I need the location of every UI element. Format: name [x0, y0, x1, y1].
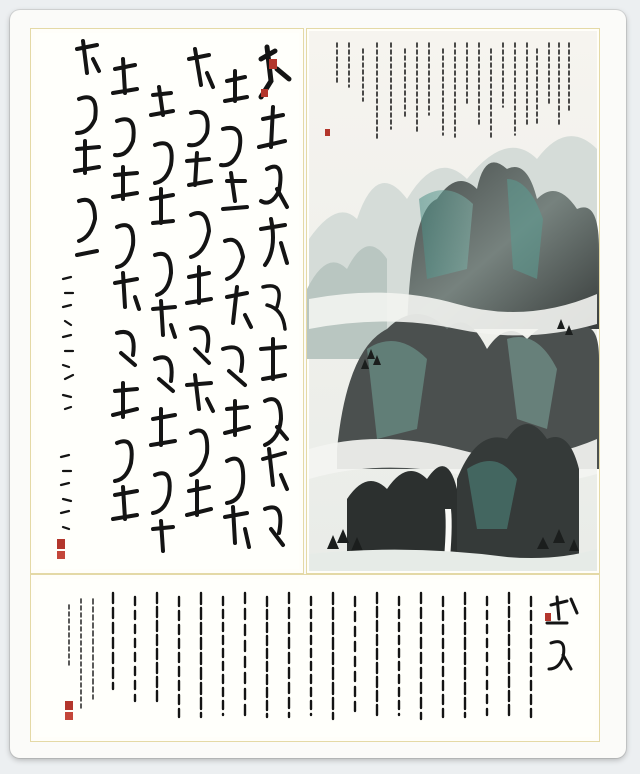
- seal-bottom: [57, 539, 65, 549]
- calligraphy-left-image: [31, 29, 303, 573]
- calligraphy-bottom-image: [31, 575, 599, 741]
- landscape-panel: [306, 28, 600, 574]
- calligraphy-bottom-panel: [30, 574, 600, 742]
- calligraphy-left-panel: [30, 28, 304, 574]
- seal-top: [269, 59, 277, 69]
- landscape-painting: [307, 29, 599, 573]
